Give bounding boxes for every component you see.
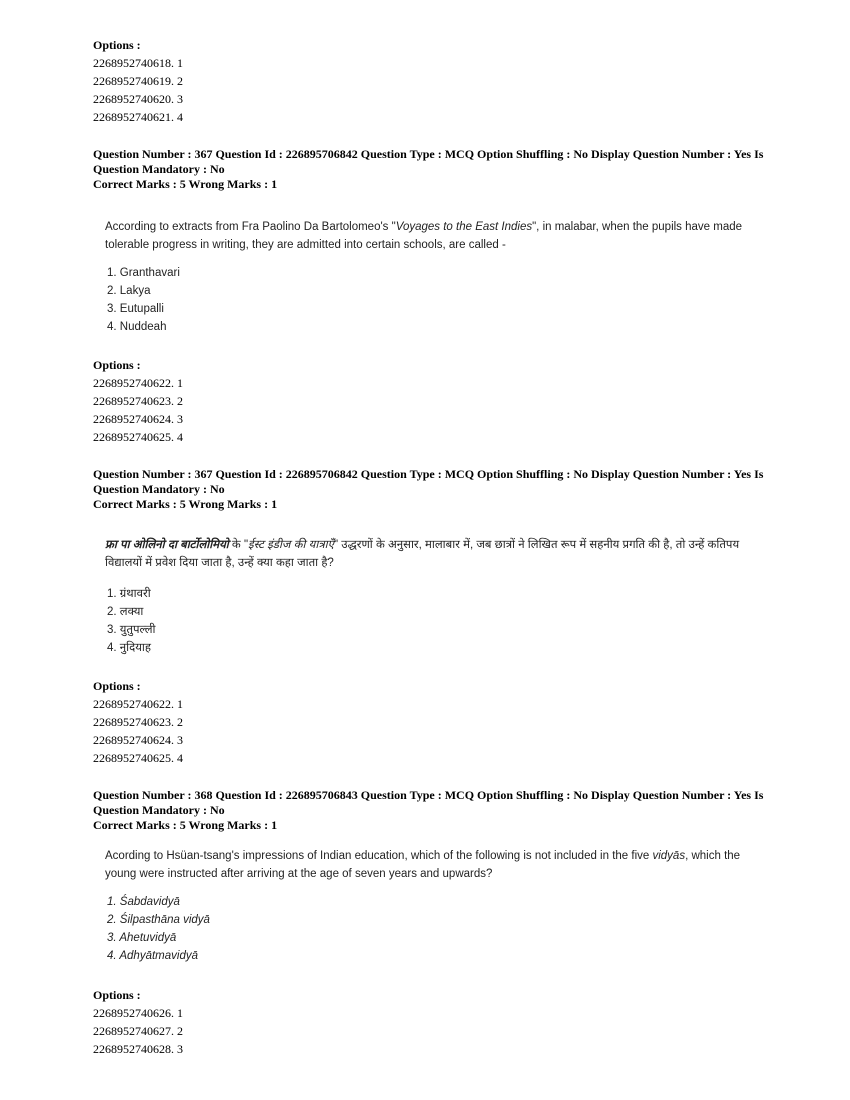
answer-choice: 2. लक्या: [107, 606, 144, 618]
option-line: 2268952740622. 1: [93, 376, 183, 390]
option-line: 2268952740625. 4: [93, 430, 183, 444]
option-line: 2268952740624. 3: [93, 733, 183, 747]
question-text-italic: vidyās: [652, 850, 686, 862]
option-line: 2268952740623. 2: [93, 715, 183, 729]
question-text-part: Acording to Hsüan-tsang's impressions of Indian education, which of the following is not included in the five: [105, 850, 653, 862]
question-header: [93, 788, 773, 817]
answer-choice: 4. नुदियाह: [107, 642, 152, 654]
option-line: 2268952740620. 3: [93, 92, 183, 106]
option-line: 2268952740624. 3: [93, 412, 183, 426]
question-text-italic: Voyages to the East Indies: [395, 221, 533, 233]
option-line: 2268952740623. 2: [93, 394, 183, 408]
question-text-part: " उद्धरणों के अनुसार, मालाबार में, जब छात्रों ने लिखित रूप में सहनीय प्रगति की है, तो उन्हें कतिपय विद्यालयों में प्रवेश दिया जाता है, उन्हें क्या कहा जाता है?: [105, 539, 740, 569]
answer-choice: 3. Ahetuvidyā: [107, 932, 177, 944]
options-label: Options :: [93, 38, 141, 52]
answer-choice: 2. Lakya: [107, 285, 151, 297]
options-label: Options :: [93, 679, 141, 693]
question-header-line2: Question Mandatory : No: [93, 481, 225, 496]
question-header-line1: Question Number : 367 Question Id : 226895706842 Question Type : MCQ Option Shuffling : No Display Question Number : Yes Is: [93, 147, 764, 161]
answer-choice: 3. युतुपल्ली: [107, 624, 156, 636]
question-text-part: के ": [228, 539, 249, 551]
options-label: Options :: [93, 358, 141, 372]
question-header-line2: Question Mandatory : No: [93, 802, 225, 817]
option-line: 2268952740627. 2: [93, 1024, 183, 1038]
answer-choice: 1. Granthavari: [107, 267, 180, 279]
question-text: [105, 218, 755, 254]
answer-choice: 2. Śilpasthāna vidyā: [107, 914, 210, 926]
answer-choice: 1. ग्रंथावरी: [107, 588, 151, 600]
question-header: [93, 467, 773, 496]
answer-choice: 3. Eutupalli: [107, 303, 164, 315]
answer-choice: 4. Nuddeah: [107, 321, 167, 333]
option-line: 2268952740621. 4: [93, 110, 183, 124]
question-text-italic: ईस्ट इंडीज की यात्राएँ: [248, 539, 335, 551]
option-line: 2268952740628. 3: [93, 1042, 183, 1056]
question-header: [93, 147, 773, 176]
option-line: 2268952740619. 2: [93, 74, 183, 88]
options-label: Options :: [93, 988, 141, 1002]
answer-choice: 1. Śabdavidyā: [107, 896, 180, 908]
option-line: 2268952740622. 1: [93, 697, 183, 711]
question-text-part: According to extracts from Fra Paolino Da Bartolomeo's ": [105, 221, 396, 233]
question-text: [105, 536, 755, 572]
option-line: 2268952740626. 1: [93, 1006, 183, 1020]
option-line: 2268952740625. 4: [93, 751, 183, 765]
answer-choice: 4. Adhyātmavidyā: [107, 950, 198, 962]
question-marks: Correct Marks : 5 Wrong Marks : 1: [93, 818, 278, 832]
question-header-line1: Question Number : 367 Question Id : 226895706842 Question Type : MCQ Option Shuffling : No Display Question Number : Yes Is: [93, 467, 764, 481]
question-text-part: ", in malabar, when the pupils have made tolerable progress in writing, they are admitted into certain schools, are called -: [105, 221, 743, 251]
question-header-line1: Question Number : 368 Question Id : 226895706843 Question Type : MCQ Option Shuffling : No Display Question Number : Yes Is: [93, 788, 764, 802]
question-marks: Correct Marks : 5 Wrong Marks : 1: [93, 497, 278, 511]
question-text-italic: फ्रा पा ओलिनो दा बार्टोलोमियो: [105, 539, 229, 551]
question-header-line2: Question Mandatory : No: [93, 161, 225, 176]
question-marks: Correct Marks : 5 Wrong Marks : 1: [93, 177, 278, 191]
question-text-part: , which the young were instructed after arriving at the age of seven years and upwards?: [105, 850, 741, 880]
question-text: [105, 847, 755, 883]
option-line: 2268952740618. 1: [93, 56, 183, 70]
